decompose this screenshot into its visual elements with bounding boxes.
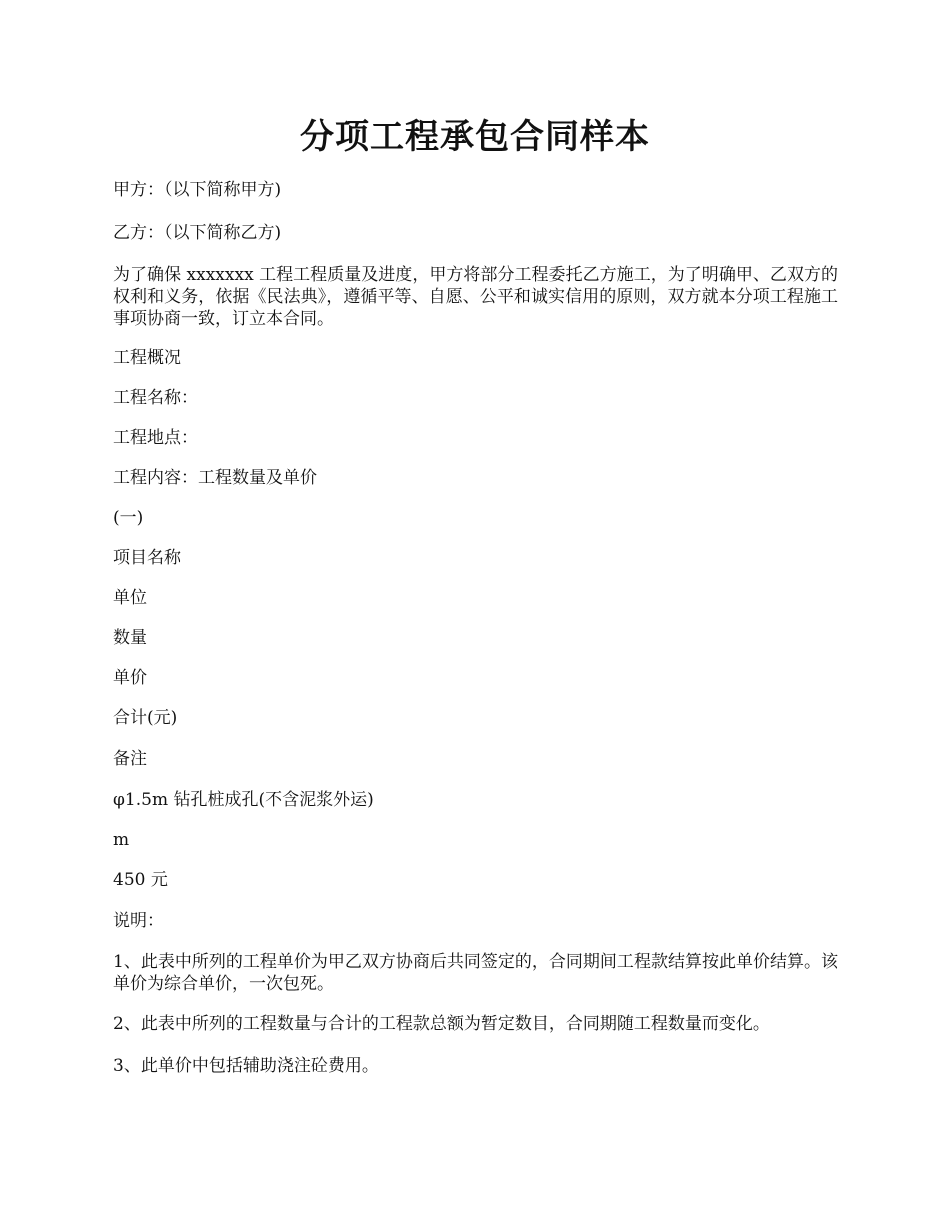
note-3: 3、此单价中包括辅助浇注砼费用。 xyxy=(113,1056,379,1076)
column-unit-price: 单价 xyxy=(113,668,147,688)
column-quantity: 数量 xyxy=(113,628,147,648)
document-title: 分项工程承包合同样本 xyxy=(300,117,650,157)
item-number-line: (一) xyxy=(113,508,144,528)
section-overview-heading: 工程概况 xyxy=(113,348,181,368)
column-remarks: 备注 xyxy=(113,749,147,769)
party-a-line: 甲方：（以下简称甲方) xyxy=(113,180,282,200)
column-unit: 单位 xyxy=(113,588,147,608)
project-location-line: 工程地点： xyxy=(113,428,198,448)
notes-heading: 说明： xyxy=(113,911,164,931)
item-price-line: 450 元 xyxy=(113,870,168,890)
note-1: 1、此表中所列的工程单价为甲乙双方协商后共同签定的，合同期间工程款结算按此单价结算。该单价为综合单价，一次包死。 xyxy=(113,952,838,994)
project-name-line: 工程名称： xyxy=(113,388,198,408)
party-b-line: 乙方：（以下简称乙方) xyxy=(113,223,282,243)
column-item-name: 项目名称 xyxy=(113,548,181,568)
project-content-line: 工程内容：工程数量及单价 xyxy=(113,468,317,488)
note-2: 2、此表中所列的工程数量与合计的工程款总额为暂定数目，合同期随工程数量而变化。 xyxy=(113,1014,770,1034)
item-description-line: φ1.5m 钻孔桩成孔(不含泥浆外运) xyxy=(113,790,374,810)
column-total: 合计(元) xyxy=(113,708,178,728)
preamble-paragraph: 为了确保 xxxxxxx 工程工程质量及进度，甲方将部分工程委托乙方施工，为了明确甲、乙双方的权利和义务，依据《民法典》，遵循平等、自愿、公平和诚实信用的原则，双方就本分项工程施工事项协商一致，订立本合同。 xyxy=(113,265,838,329)
item-unit-line: m xyxy=(113,830,130,850)
